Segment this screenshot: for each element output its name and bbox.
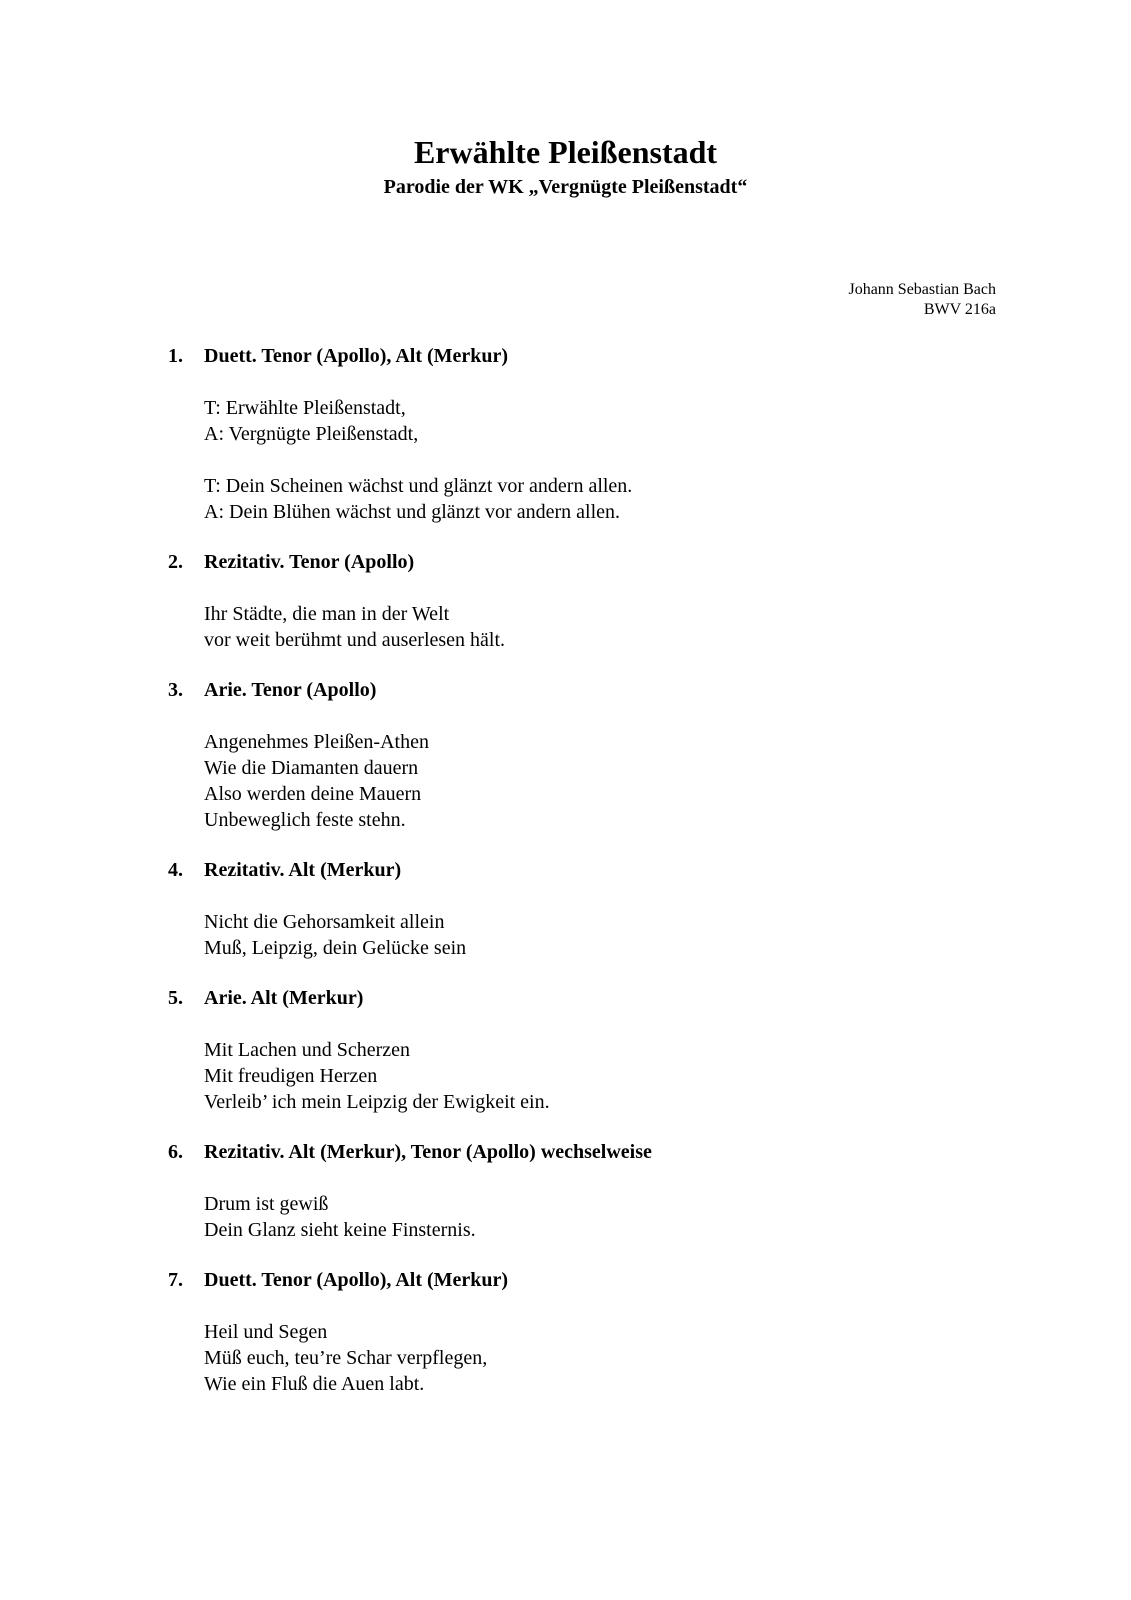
lyric-line: Ihr Städte, die man in der Welt	[204, 603, 450, 625]
lyric-line: Wie ein Fluß die Auen labt.	[204, 1373, 425, 1395]
lyric-line: T: Dein Scheinen wächst und glänzt vor andern allen.	[204, 475, 633, 497]
movement-title: Rezitativ. Alt (Merkur), Tenor (Apollo) wechselweise	[204, 1141, 652, 1163]
lyric-line: vor weit berühmt und auserlesen hält.	[204, 629, 506, 651]
movement-section	[168, 985, 1008, 1139]
lyrics-block	[204, 1037, 1008, 1115]
lyric-line: Nicht die Gehorsamkeit allein	[204, 911, 445, 933]
movement-heading	[168, 343, 1008, 369]
lyrics-block	[204, 909, 1008, 961]
lyric-line: Muß, Leipzig, dein Gelücke sein	[204, 937, 467, 959]
lyric-line: T: Erwählte Pleißenstadt,	[204, 397, 406, 419]
lyric-line: Müß euch, teu’re Schar verpflegen,	[204, 1347, 488, 1369]
movement-number: 5.	[168, 987, 183, 1009]
movement-title: Duett. Tenor (Apollo), Alt (Merkur)	[204, 345, 509, 367]
movement-title: Arie. Tenor (Apollo)	[204, 679, 377, 701]
composer-info	[848, 280, 996, 320]
document-title: Erwählte Pleißenstadt	[413, 134, 718, 170]
lyric-line: Dein Glanz sieht keine Finsternis.	[204, 1219, 476, 1241]
movement-section	[168, 343, 1008, 549]
lyric-line: Angenehmes Pleißen-Athen	[204, 731, 429, 753]
movement-heading	[168, 985, 1008, 1011]
document-subtitle: Parodie der WK „Vergnügte Pleißenstadt“	[383, 176, 748, 198]
lyrics-block	[204, 395, 1008, 525]
lyric-line: Mit Lachen und Scherzen	[204, 1039, 411, 1061]
movement-heading	[168, 857, 1008, 883]
catalog-number: BWV 216a	[923, 301, 996, 318]
movement-section	[168, 1267, 1008, 1397]
movement-heading	[168, 1139, 1008, 1165]
lyric-line: A: Dein Blühen wächst und glänzt vor andern allen.	[204, 501, 620, 523]
lyric-line: A: Vergnügte Pleißenstadt,	[204, 423, 419, 445]
movement-number: 3.	[168, 679, 183, 701]
lyric-line: Heil und Segen	[204, 1321, 328, 1343]
movement-title: Duett. Tenor (Apollo), Alt (Merkur)	[204, 1269, 509, 1291]
lyrics-block	[204, 1191, 1008, 1243]
lyric-line: Mit freudigen Herzen	[204, 1065, 378, 1087]
movement-section	[168, 677, 1008, 857]
movement-number: 4.	[168, 859, 183, 881]
lyrics-block	[204, 601, 1008, 653]
lyric-line: Unbeweglich feste stehn.	[204, 809, 406, 831]
lyric-line: Wie die Diamanten dauern	[204, 757, 419, 779]
lyrics-block	[204, 1319, 1008, 1397]
movement-title: Rezitativ. Tenor (Apollo)	[204, 551, 415, 573]
movement-number: 1.	[168, 345, 183, 367]
movement-section	[168, 549, 1008, 677]
lyrics-block	[204, 729, 1008, 833]
lyric-line: Also werden deine Mauern	[204, 783, 422, 805]
movement-section	[168, 857, 1008, 985]
movement-heading	[168, 549, 1008, 575]
movement-heading	[168, 677, 1008, 703]
composer-name: Johann Sebastian Bach	[848, 281, 996, 298]
lyric-line: Drum ist gewiß	[204, 1193, 329, 1215]
movement-number: 7.	[168, 1269, 183, 1291]
movement-list	[168, 343, 1008, 1397]
movement-title: Rezitativ. Alt (Merkur)	[204, 859, 402, 881]
movement-number: 2.	[168, 551, 183, 573]
movement-number: 6.	[168, 1141, 183, 1163]
movement-section	[168, 1139, 1008, 1267]
movement-heading	[168, 1267, 1008, 1293]
lyric-line: Verleib’ ich mein Leipzig der Ewigkeit ein.	[204, 1091, 550, 1113]
movement-title: Arie. Alt (Merkur)	[204, 987, 364, 1009]
